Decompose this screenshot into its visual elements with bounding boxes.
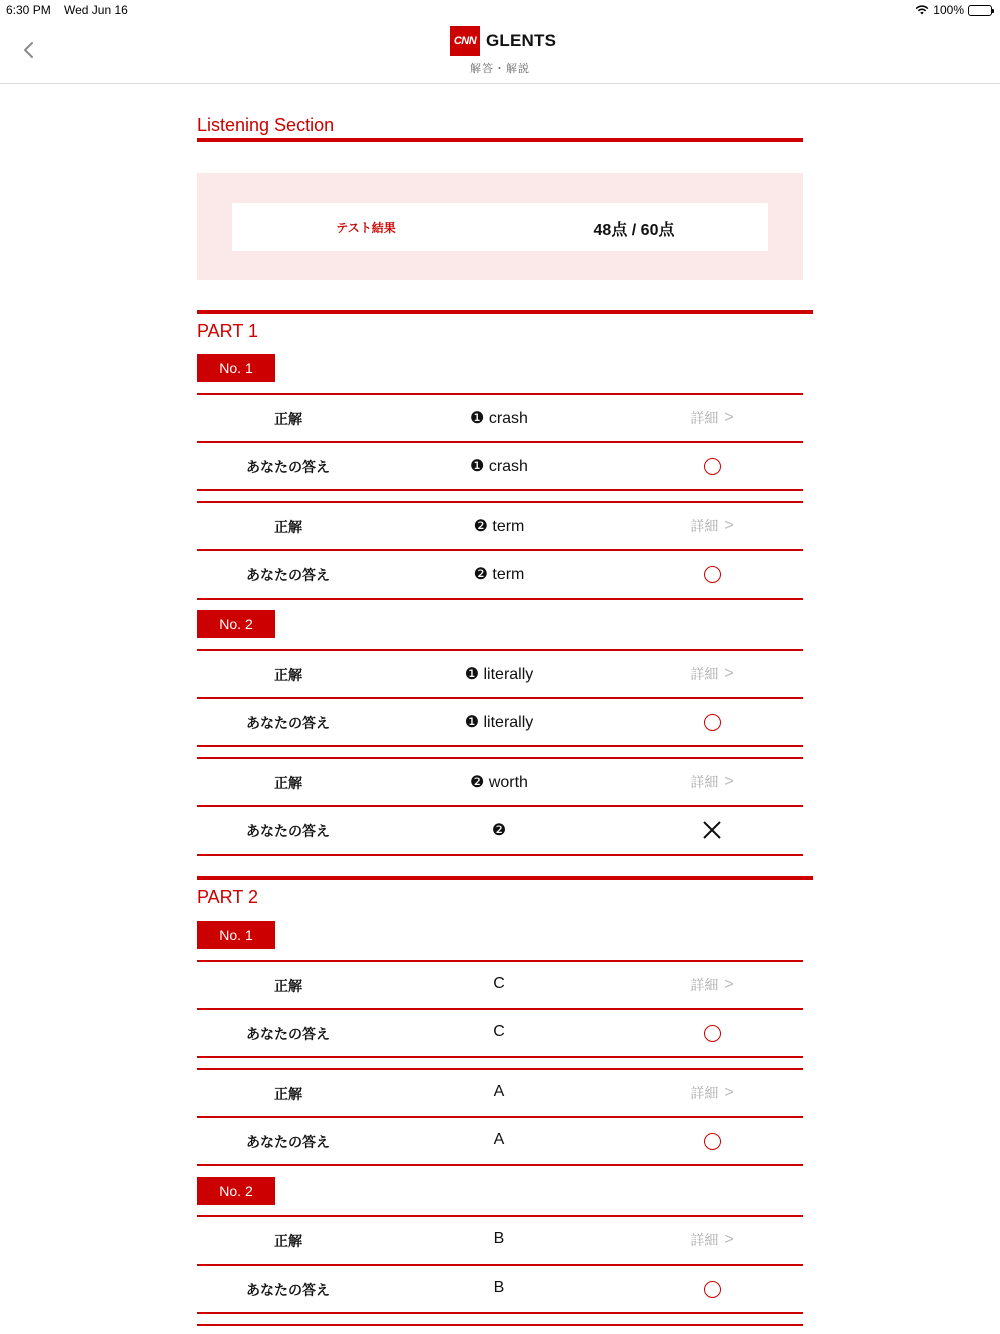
correct-circle-icon bbox=[704, 566, 721, 583]
correct-answer-row bbox=[197, 961, 803, 1009]
correct-circle-icon bbox=[704, 1133, 721, 1150]
battery-percent: 100% bbox=[933, 3, 964, 17]
your-answer: C bbox=[493, 1023, 505, 1040]
part-title: PART 1 bbox=[197, 321, 259, 341]
correct-answer: ❶ literally bbox=[464, 666, 534, 683]
your-answer: B bbox=[493, 1279, 505, 1296]
chevron-right-icon: > bbox=[724, 409, 734, 426]
detail-label: 詳細 bbox=[690, 977, 719, 993]
detail-link[interactable] bbox=[690, 975, 733, 995]
your-answer: ❶ crash bbox=[470, 458, 528, 475]
correct-answer: C bbox=[493, 975, 505, 992]
test-result-panel bbox=[232, 203, 768, 251]
your-answer-label: あなたの答え bbox=[246, 459, 330, 475]
test-result-label: テスト結果 bbox=[336, 221, 396, 235]
status-time: 6:30 PM bbox=[6, 3, 51, 17]
test-result-score: 48点 / 60点 bbox=[593, 222, 675, 239]
your-answer: ❶ literally bbox=[464, 714, 534, 731]
detail-link[interactable] bbox=[690, 1230, 733, 1250]
correct-answer: A bbox=[493, 1083, 505, 1100]
your-answer: ❷ term bbox=[473, 566, 525, 583]
correct-answer: ❶ crash bbox=[470, 410, 528, 427]
detail-label: 詳細 bbox=[690, 774, 719, 790]
your-answer-row bbox=[197, 1117, 803, 1165]
detail-link[interactable] bbox=[690, 772, 733, 792]
brand-name: GLENTS bbox=[486, 31, 557, 50]
part-divider bbox=[197, 876, 813, 880]
correct-answer-row bbox=[197, 650, 803, 698]
correct-label: 正解 bbox=[274, 519, 302, 535]
your-answer-row bbox=[197, 442, 803, 490]
your-answer-label: あなたの答え bbox=[246, 567, 330, 583]
question-number-badge: No. 1 bbox=[197, 354, 275, 382]
row-divider bbox=[197, 1056, 803, 1058]
correct-answer-row bbox=[197, 1216, 803, 1264]
correct-label: 正解 bbox=[274, 978, 302, 994]
your-answer-label: あなたの答え bbox=[246, 1282, 330, 1298]
wifi-icon bbox=[915, 5, 929, 15]
correct-answer-row bbox=[197, 502, 803, 550]
chevron-right-icon: > bbox=[724, 1084, 734, 1101]
correct-circle-icon bbox=[704, 1281, 721, 1298]
row-divider bbox=[197, 1164, 803, 1166]
correct-answer-row bbox=[197, 394, 803, 442]
row-divider bbox=[197, 489, 803, 491]
cross-icon bbox=[702, 820, 722, 840]
your-answer-label: あなたの答え bbox=[246, 1026, 330, 1042]
chevron-right-icon: > bbox=[724, 976, 734, 993]
back-button[interactable] bbox=[18, 38, 40, 62]
chevron-right-icon: > bbox=[724, 1231, 734, 1248]
correct-answer: B bbox=[493, 1230, 505, 1247]
your-answer-row bbox=[197, 550, 803, 598]
correct-label: 正解 bbox=[274, 1233, 302, 1249]
test-result-box bbox=[197, 173, 803, 280]
detail-label: 詳細 bbox=[690, 1085, 719, 1101]
part-divider bbox=[197, 310, 813, 314]
detail-label: 詳細 bbox=[690, 1232, 719, 1248]
correct-answer-row bbox=[197, 758, 803, 806]
row-divider bbox=[197, 598, 803, 600]
your-answer-label: あなたの答え bbox=[246, 823, 330, 839]
status-bar bbox=[0, 0, 1000, 22]
nav-bar bbox=[0, 22, 1000, 84]
row-divider bbox=[197, 1312, 803, 1314]
question-number-badge: No. 1 bbox=[197, 921, 275, 949]
correct-answer: ❷ worth bbox=[470, 774, 528, 791]
correct-circle-icon bbox=[704, 1025, 721, 1042]
chevron-right-icon: > bbox=[724, 665, 734, 682]
row-divider bbox=[197, 745, 803, 747]
your-answer-label: あなたの答え bbox=[246, 715, 330, 731]
brand bbox=[450, 26, 556, 56]
row-divider bbox=[197, 1324, 803, 1326]
your-answer-row bbox=[197, 1265, 803, 1313]
part-title: PART 2 bbox=[197, 887, 259, 907]
page-subtitle: 解答・解説 bbox=[470, 63, 530, 75]
correct-label: 正解 bbox=[274, 1086, 302, 1102]
detail-label: 詳細 bbox=[690, 410, 719, 426]
section-divider bbox=[197, 138, 803, 142]
your-answer-row bbox=[197, 698, 803, 746]
your-answer: A bbox=[493, 1131, 505, 1148]
chevron-right-icon: > bbox=[724, 773, 734, 790]
your-answer-row bbox=[197, 1009, 803, 1057]
row-divider bbox=[197, 854, 803, 856]
detail-link[interactable] bbox=[690, 408, 733, 428]
detail-link[interactable] bbox=[690, 664, 733, 684]
correct-label: 正解 bbox=[274, 411, 302, 427]
section-title: Listening Section bbox=[197, 115, 335, 135]
correct-answer: ❷ term bbox=[473, 518, 525, 535]
correct-label: 正解 bbox=[274, 775, 302, 791]
chevron-right-icon: > bbox=[724, 517, 734, 534]
your-answer-row bbox=[197, 806, 803, 854]
battery-icon bbox=[968, 5, 992, 16]
correct-answer-row bbox=[197, 1069, 803, 1117]
your-answer-label: あなたの答え bbox=[246, 1134, 330, 1150]
correct-circle-icon bbox=[704, 458, 721, 475]
detail-link[interactable] bbox=[690, 516, 733, 536]
status-date: Wed Jun 16 bbox=[64, 3, 128, 17]
detail-label: 詳細 bbox=[690, 666, 719, 682]
status-indicators bbox=[915, 3, 992, 17]
detail-label: 詳細 bbox=[690, 518, 719, 534]
correct-circle-icon bbox=[704, 714, 721, 731]
question-number-badge: No. 2 bbox=[197, 610, 275, 638]
your-answer: ❷ bbox=[491, 822, 507, 839]
cnn-logo: CNN bbox=[450, 26, 480, 56]
detail-link[interactable] bbox=[690, 1083, 733, 1103]
correct-label: 正解 bbox=[274, 667, 302, 683]
question-number-badge: No. 2 bbox=[197, 1177, 275, 1205]
